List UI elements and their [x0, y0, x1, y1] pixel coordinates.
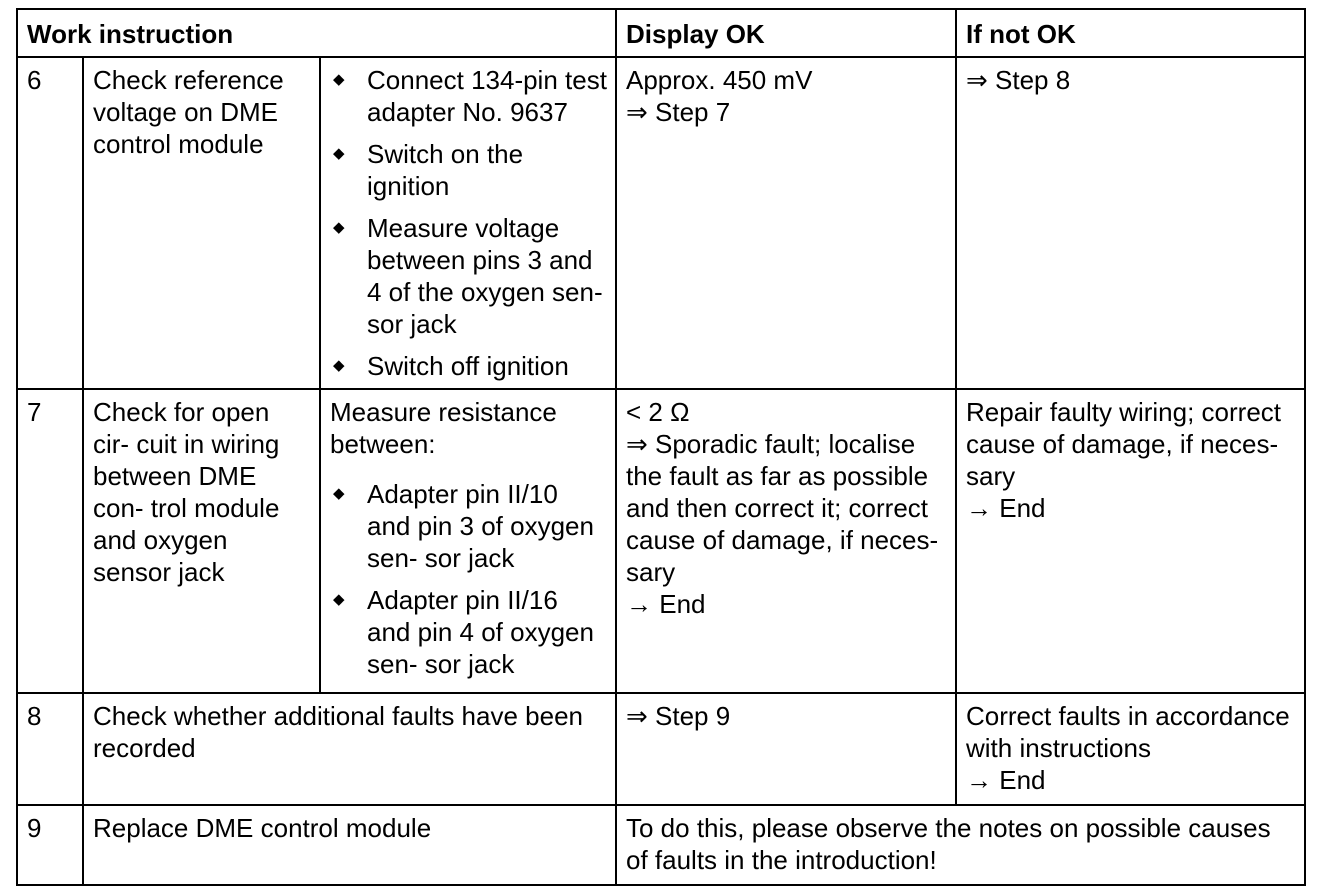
task-cell: Check reference voltage on DME control module: [83, 57, 320, 389]
if-not-ok-line: → End: [966, 493, 1046, 523]
list-item: ◆ Switch off ignition: [330, 350, 607, 382]
display-ok-line: < 2 Ω: [626, 397, 690, 427]
table-row-step-7: [17, 389, 1305, 693]
if-not-ok-line: ⇒ Step 8: [966, 65, 1071, 95]
display-ok-line: ⇒ Step 9: [626, 701, 731, 731]
if-not-ok-cell: [956, 693, 1305, 805]
header-row: [17, 9, 1305, 57]
header-if-not-ok: If not OK: [956, 9, 1305, 57]
if-not-ok-line: Correct faults in accordance with instructions: [966, 701, 1290, 763]
display-ok-line: → End: [626, 589, 706, 619]
list-item: ◆ Switch on the ignition: [330, 138, 607, 202]
header-display-ok: Display OK: [616, 9, 956, 57]
step-number: 9: [17, 805, 83, 885]
if-not-ok-cell: [956, 57, 1305, 389]
actions-list: [330, 64, 607, 382]
table-row-step-9: [17, 805, 1305, 885]
actions-lead: Measure resistance between:: [330, 397, 557, 459]
display-ok-line: Approx. 450 mV: [626, 65, 813, 95]
actions-cell: [320, 389, 616, 693]
table-row-step-6: [17, 57, 1305, 389]
list-item: ◆ Measure voltage between pins 3 and 4 of the oxygen sen- sor jack: [330, 212, 607, 340]
display-ok-cell: [616, 389, 956, 693]
list-item: ◆ Adapter pin II/10 and pin 3 of oxygen sen- sor jack: [330, 478, 607, 574]
step-number: 8: [17, 693, 83, 805]
step-number: 7: [17, 389, 83, 693]
work-instruction-table: [16, 8, 1306, 886]
table-row-step-8: [17, 693, 1305, 805]
actions-list: [330, 478, 607, 680]
note-cell: To do this, please observe the notes on possible causes of faults in the introduction!: [616, 805, 1305, 885]
step-number: 6: [17, 57, 83, 389]
if-not-ok-line: Repair faulty wiring; correct cause of damage, if neces- sary: [966, 397, 1281, 491]
list-item: ◆ Connect 134-pin test adapter No. 9637: [330, 64, 607, 128]
task-cell: Replace DME control module: [83, 805, 616, 885]
display-ok-cell: [616, 693, 956, 805]
list-item: ◆ Adapter pin II/16 and pin 4 of oxygen sen- sor jack: [330, 584, 607, 680]
display-ok-line: ⇒ Step 7: [626, 97, 731, 127]
display-ok-cell: [616, 57, 956, 389]
task-cell: Check whether additional faults have been recorded: [83, 693, 616, 805]
actions-cell: [320, 57, 616, 389]
header-work-instruction: Work instruction: [17, 9, 616, 57]
display-ok-line: ⇒ Sporadic fault; localise the fault as far as possible and then correct it; correct cause of damage, if neces- sary: [626, 429, 939, 587]
if-not-ok-cell: [956, 389, 1305, 693]
task-cell: Check for open cir- cuit in wiring between DME con- trol module and oxygen sensor jack: [83, 389, 320, 693]
if-not-ok-line: → End: [966, 765, 1046, 795]
